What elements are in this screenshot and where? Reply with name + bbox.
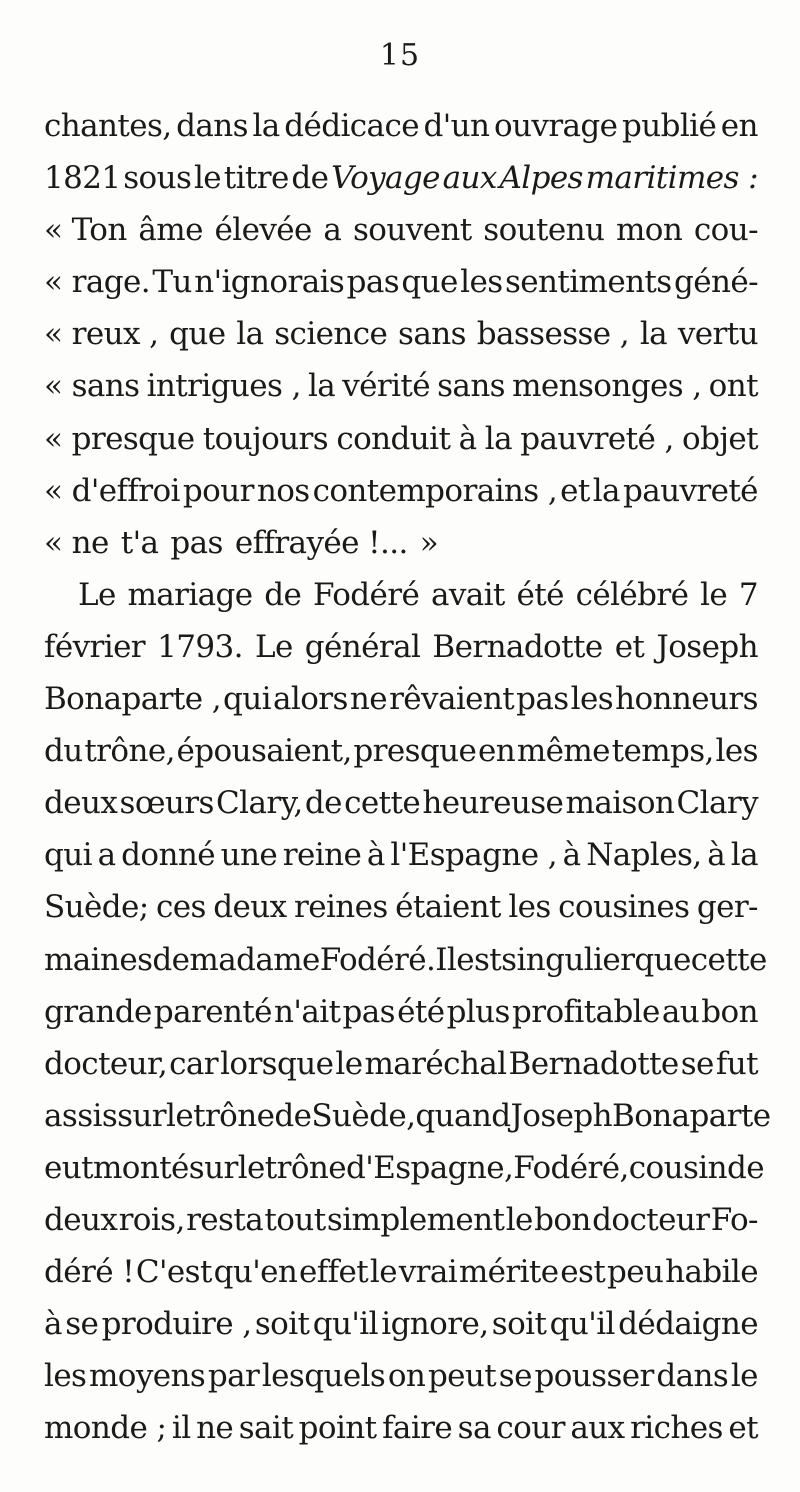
word: Fo- bbox=[710, 1201, 758, 1238]
word: de bbox=[264, 576, 302, 613]
word: grande bbox=[44, 993, 152, 1030]
word: de bbox=[274, 1097, 312, 1134]
text-line bbox=[44, 829, 758, 881]
word: Fodéré bbox=[312, 576, 420, 613]
word: maison bbox=[565, 785, 675, 822]
word: on bbox=[387, 1358, 426, 1395]
word: vérité bbox=[342, 368, 431, 405]
word: vrai bbox=[398, 1254, 458, 1291]
word: même bbox=[516, 733, 610, 770]
word: le bbox=[369, 1254, 397, 1291]
word: et bbox=[560, 472, 590, 509]
word: deux bbox=[44, 1201, 118, 1238]
word: simplement bbox=[326, 1201, 505, 1238]
word: à bbox=[366, 837, 385, 874]
word: C'est bbox=[135, 1254, 212, 1291]
word: souvent bbox=[352, 212, 472, 249]
word: peut bbox=[427, 1358, 497, 1395]
word: publié bbox=[621, 108, 717, 144]
word: cette bbox=[344, 785, 421, 822]
word: le bbox=[700, 576, 728, 613]
word: déré ! bbox=[44, 1254, 135, 1291]
word: « rage. bbox=[44, 264, 150, 301]
word: maréchal bbox=[364, 1045, 507, 1082]
word: alors bbox=[273, 681, 348, 718]
word: effrayée !... bbox=[234, 524, 408, 561]
page-number: 15 bbox=[379, 38, 421, 73]
word: et bbox=[614, 628, 645, 665]
word: produire , bbox=[101, 1306, 252, 1343]
word: par bbox=[207, 1358, 260, 1395]
word: été bbox=[397, 993, 445, 1030]
word: deux bbox=[213, 889, 287, 926]
word: à bbox=[562, 837, 581, 874]
word: vertu bbox=[677, 316, 758, 353]
word: plus bbox=[446, 993, 510, 1030]
word: singulier bbox=[501, 941, 635, 978]
word: pas bbox=[346, 264, 400, 301]
word: âme bbox=[138, 212, 203, 249]
word: la bbox=[484, 420, 512, 457]
word: été bbox=[516, 576, 564, 613]
word: Fodéré, bbox=[513, 1149, 629, 1186]
word: « sans bbox=[44, 368, 140, 405]
word: mariage bbox=[127, 576, 253, 613]
word: les bbox=[508, 889, 551, 926]
word: n'ait bbox=[274, 993, 341, 1030]
word: épousaient, bbox=[176, 733, 352, 770]
word: cette bbox=[690, 941, 767, 978]
word: en bbox=[720, 108, 758, 144]
word: Joseph bbox=[510, 1097, 613, 1134]
word: bon bbox=[534, 1201, 591, 1238]
word: il bbox=[171, 1410, 191, 1447]
word: la bbox=[252, 108, 280, 144]
word: d'Espagne, bbox=[346, 1149, 514, 1186]
word: fut bbox=[715, 1045, 758, 1082]
word: la bbox=[639, 316, 668, 353]
word: la bbox=[730, 837, 758, 874]
word: Tu bbox=[152, 264, 192, 301]
word: soit bbox=[254, 1306, 310, 1343]
word: qu'il bbox=[312, 1306, 378, 1343]
word: à bbox=[44, 1306, 62, 1343]
word: deux bbox=[44, 785, 118, 822]
word: que bbox=[401, 264, 458, 301]
word: intrigues , bbox=[146, 368, 301, 405]
word: sur bbox=[188, 1149, 238, 1186]
word: qu'en bbox=[213, 1254, 298, 1291]
word: de bbox=[291, 160, 329, 197]
word: avait bbox=[430, 576, 505, 613]
word: la bbox=[592, 472, 620, 509]
word: en bbox=[477, 733, 516, 770]
word: Bernadotte bbox=[508, 1045, 679, 1082]
word: ignore, bbox=[381, 1306, 489, 1343]
word: Le bbox=[254, 628, 293, 665]
word: mérite bbox=[458, 1254, 559, 1291]
word: et bbox=[728, 1410, 758, 1447]
word: dédaigne bbox=[618, 1306, 758, 1343]
word: monté bbox=[92, 1149, 189, 1186]
word: qui bbox=[44, 837, 92, 874]
word: Le bbox=[78, 576, 116, 613]
word: cousines bbox=[558, 889, 690, 926]
text-line bbox=[44, 308, 758, 360]
word: point bbox=[298, 1410, 377, 1447]
word: madame bbox=[189, 941, 320, 978]
word: mensonges , bbox=[512, 368, 702, 405]
word: dans bbox=[656, 1358, 729, 1395]
word: les bbox=[715, 733, 758, 770]
word: donné bbox=[121, 837, 215, 874]
word: contemporains , bbox=[312, 472, 558, 509]
word: maines bbox=[44, 941, 153, 978]
word: « reux , bbox=[44, 316, 159, 353]
word: se bbox=[65, 1306, 99, 1343]
word: reine bbox=[282, 837, 362, 874]
word: science bbox=[274, 316, 388, 353]
word: étaient bbox=[395, 889, 501, 926]
word: Suède; bbox=[44, 889, 149, 926]
word: qu'il bbox=[549, 1306, 615, 1343]
word: le bbox=[505, 1201, 533, 1238]
text-line bbox=[44, 360, 758, 412]
word: a bbox=[97, 837, 116, 874]
word: conduit bbox=[336, 420, 451, 457]
word: le bbox=[166, 1097, 194, 1134]
text-line bbox=[44, 204, 758, 256]
word: rois, bbox=[118, 1201, 185, 1238]
word: de bbox=[726, 1149, 764, 1186]
text-line bbox=[44, 621, 758, 673]
word: resta bbox=[186, 1201, 264, 1238]
word: à bbox=[458, 420, 477, 457]
word: heureuse bbox=[422, 785, 564, 822]
text-line bbox=[44, 152, 758, 204]
word: habile bbox=[665, 1254, 758, 1291]
word: peu bbox=[606, 1254, 664, 1291]
text-line bbox=[44, 1038, 758, 1090]
word: sa bbox=[457, 1410, 491, 1447]
word: cousin bbox=[628, 1149, 727, 1186]
word: les bbox=[460, 264, 503, 301]
word: ont bbox=[708, 368, 758, 405]
text-line bbox=[44, 1090, 771, 1142]
word: pas bbox=[516, 681, 569, 718]
word: « d'effroi bbox=[44, 472, 180, 509]
word: tout bbox=[264, 1201, 326, 1238]
word: les bbox=[44, 1358, 87, 1395]
word: sur bbox=[117, 1097, 167, 1134]
word: la bbox=[236, 316, 264, 353]
word: élevée bbox=[214, 212, 312, 249]
word: bassesse , bbox=[476, 316, 630, 353]
word: que bbox=[169, 316, 226, 353]
word: sait bbox=[238, 1410, 294, 1447]
word: est bbox=[560, 1254, 606, 1291]
word: presque bbox=[353, 733, 477, 770]
text-line bbox=[44, 569, 758, 621]
word: Alpes bbox=[499, 160, 583, 197]
text-line bbox=[44, 1298, 758, 1350]
word: pour bbox=[182, 472, 254, 509]
word: pauvreté bbox=[622, 472, 758, 509]
word: au bbox=[661, 993, 700, 1030]
word: monde ; bbox=[44, 1410, 167, 1447]
word: t'a bbox=[120, 524, 159, 561]
word: sans bbox=[437, 368, 505, 405]
word: ger- bbox=[696, 889, 758, 926]
word: est bbox=[456, 941, 502, 978]
word: Bonaparte , bbox=[44, 681, 221, 718]
word: car bbox=[169, 1045, 219, 1082]
word: cour bbox=[496, 1410, 565, 1447]
text-line bbox=[44, 1142, 764, 1194]
word: honneurs bbox=[615, 681, 758, 718]
word: géné- bbox=[674, 264, 758, 301]
word: « ne bbox=[44, 524, 109, 561]
word: « presque bbox=[44, 420, 195, 457]
word: » bbox=[419, 524, 439, 561]
word: Bernadotte bbox=[432, 628, 603, 665]
word: profitable bbox=[511, 993, 660, 1030]
word: effet bbox=[299, 1254, 369, 1291]
word: l'Espagne , bbox=[390, 837, 557, 874]
text-line bbox=[44, 413, 758, 465]
word: soit bbox=[491, 1306, 547, 1343]
word: ouvrage bbox=[493, 108, 618, 144]
word: assis bbox=[44, 1097, 118, 1134]
word: rêvaient bbox=[389, 681, 515, 718]
word: faire bbox=[382, 1410, 453, 1447]
text-line bbox=[44, 1402, 758, 1454]
word: une bbox=[220, 837, 278, 874]
body-text bbox=[44, 100, 771, 1454]
word: d'un bbox=[423, 108, 490, 144]
word: le bbox=[730, 1358, 758, 1395]
word: février bbox=[44, 628, 146, 665]
word: Bonaparte bbox=[612, 1097, 771, 1134]
text-line bbox=[44, 777, 758, 829]
word: riches bbox=[630, 1410, 723, 1447]
word: docteur, bbox=[44, 1045, 168, 1082]
word: ne bbox=[196, 1410, 234, 1447]
word: moyens bbox=[89, 1358, 206, 1395]
word: trône bbox=[264, 1149, 347, 1186]
word: n'ignorais bbox=[194, 264, 345, 301]
word: titre bbox=[223, 160, 289, 197]
word: qui bbox=[223, 681, 271, 718]
word: Naples, bbox=[586, 837, 702, 874]
word: de bbox=[152, 941, 190, 978]
word: Il bbox=[435, 941, 457, 978]
text-line bbox=[44, 934, 767, 986]
word: 7 bbox=[738, 576, 758, 613]
word: sans bbox=[398, 316, 466, 353]
word: lorsque bbox=[220, 1045, 334, 1082]
word: chantes, bbox=[44, 108, 172, 144]
word: ces bbox=[156, 889, 206, 926]
word: quand bbox=[415, 1097, 511, 1134]
word: soutenu bbox=[483, 212, 605, 249]
word: toujours bbox=[202, 420, 329, 457]
word: le bbox=[237, 1149, 265, 1186]
text-line bbox=[44, 725, 758, 777]
word: de bbox=[304, 785, 342, 822]
word: les bbox=[570, 681, 614, 718]
text-line bbox=[44, 517, 758, 569]
word: trône, bbox=[84, 733, 175, 770]
word: docteur bbox=[592, 1201, 710, 1238]
word: général bbox=[304, 628, 421, 665]
word: bon bbox=[701, 993, 758, 1030]
text-line bbox=[44, 100, 758, 152]
word: pousser bbox=[534, 1358, 654, 1395]
word: objet bbox=[682, 420, 758, 457]
word: eut bbox=[44, 1149, 93, 1186]
word: cou- bbox=[693, 212, 758, 249]
word: Voyage bbox=[331, 160, 440, 197]
text-line bbox=[44, 1246, 758, 1298]
word: Clary, bbox=[216, 785, 303, 822]
word: ne bbox=[349, 681, 387, 718]
word: Suède, bbox=[311, 1097, 416, 1134]
word: sous bbox=[123, 160, 192, 197]
word: pas bbox=[170, 524, 223, 561]
word: trône bbox=[193, 1097, 275, 1134]
word: parenté bbox=[153, 993, 272, 1030]
text-line bbox=[44, 673, 758, 725]
word: du bbox=[44, 733, 83, 770]
word: sentiments bbox=[504, 264, 672, 301]
text-line bbox=[44, 256, 758, 308]
word: a bbox=[323, 212, 342, 249]
text-line bbox=[44, 465, 758, 517]
word: que bbox=[634, 941, 691, 978]
word: se bbox=[680, 1045, 714, 1082]
word: temps, bbox=[611, 733, 714, 770]
word: 1793. bbox=[157, 628, 243, 665]
word: pas bbox=[342, 993, 395, 1030]
word: aux bbox=[442, 160, 497, 197]
text-line bbox=[44, 881, 758, 933]
word: le bbox=[193, 160, 222, 197]
word: maritimes : bbox=[585, 160, 758, 197]
text-line bbox=[44, 1194, 758, 1246]
word: Clary bbox=[676, 785, 758, 822]
word: 1821 bbox=[44, 160, 121, 197]
word: la bbox=[307, 368, 336, 405]
word: mon bbox=[616, 212, 683, 249]
word: Joseph bbox=[656, 628, 758, 665]
word: aux bbox=[570, 1410, 625, 1447]
word: lesquels bbox=[261, 1358, 386, 1395]
word: pauvreté , bbox=[520, 420, 674, 457]
word: dédicace bbox=[284, 108, 419, 144]
word: nos bbox=[256, 472, 310, 509]
word: « Ton bbox=[44, 212, 127, 249]
word: reines bbox=[293, 889, 388, 926]
word: le bbox=[335, 1045, 363, 1082]
word: célébré bbox=[575, 576, 689, 613]
word: à bbox=[707, 837, 726, 874]
text-line bbox=[44, 1350, 758, 1402]
word: se bbox=[498, 1358, 532, 1395]
word: sœurs bbox=[119, 785, 214, 822]
word: Fodéré. bbox=[319, 941, 436, 978]
text-line bbox=[44, 986, 758, 1038]
word: dans bbox=[176, 108, 248, 144]
